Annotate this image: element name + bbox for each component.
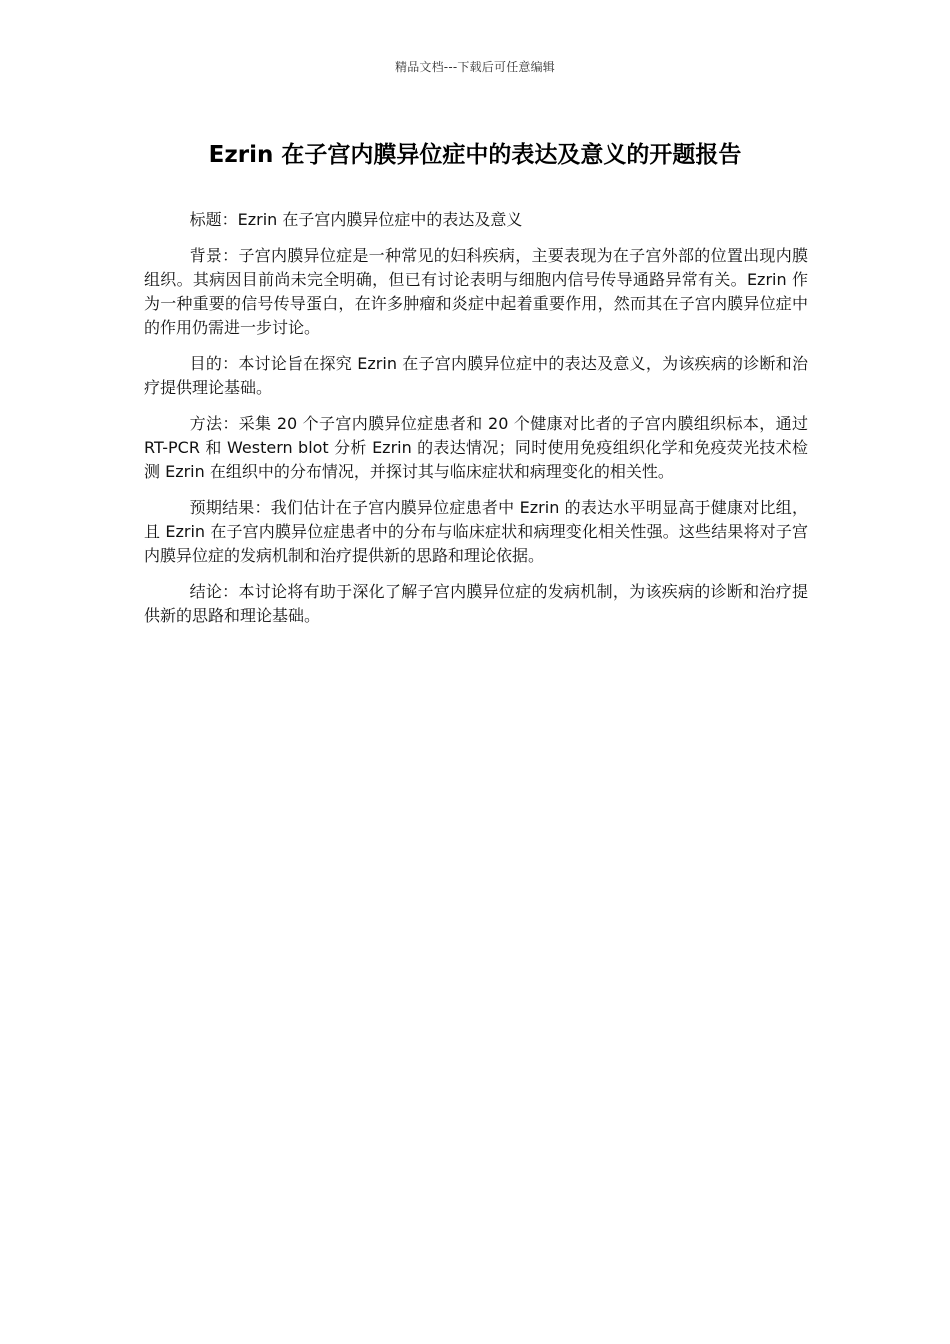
paragraph-label: 方法： <box>189 414 239 433</box>
page-header: 精品文档---下载后可任意编辑 <box>395 60 555 74</box>
paragraph-methods <box>144 412 808 484</box>
paragraph-expected-results <box>144 496 808 568</box>
paragraph-title <box>144 208 808 232</box>
paragraph-label: 标题： <box>189 210 238 229</box>
paragraph-label: 背景： <box>189 246 239 265</box>
paragraph-text: 本讨论将有助于深化了解子宫内膜异位症的发病机制，为该疾病的诊断和治疗提供新的思路和理论基础。 <box>144 582 808 625</box>
document-title: Ezrin 在子宫内膜异位症中的表达及意义的开题报告 <box>208 142 742 168</box>
document-body <box>144 208 808 640</box>
paragraph-text: 本讨论旨在探究 Ezrin 在子宫内膜异位症中的表达及意义，为该疾病的诊断和治疗提供理论基础。 <box>144 354 808 397</box>
paragraph-text: 子宫内膜异位症是一种常见的妇科疾病，主要表现为在子宫外部的位置出现内膜组织。其病因目前尚未完全明确，但已有讨论表明与细胞内信号传导通路异常有关。Ezrin 作为一种重要的信号传导蛋白，在许多肿瘤和炎症中起着重要作用，然而其在子宫内膜异位症中的作用仍需进一步讨论。 <box>144 246 808 337</box>
paragraph-text: 采集 20 个子宫内膜异位症患者和 20 个健康对比者的子宫内膜组织标本，通过 RT-PCR 和 Western blot 分析 Ezrin 的表达情况；同时使用免疫组织化学和免疫荧光技术检测 Ezrin 在组织中的分布情况，并探讨其与临床症状和病理变化的相关性。 <box>144 414 808 481</box>
paragraph-label: 预期结果： <box>189 498 271 517</box>
paragraph-purpose <box>144 352 808 400</box>
paragraph-text: Ezrin 在子宫内膜异位症中的表达及意义 <box>237 210 523 229</box>
paragraph-text: 我们估计在子宫内膜异位症患者中 Ezrin 的表达水平明显高于健康对比组，且 Ezrin 在子宫内膜异位症患者中的分布与临床症状和病理变化相关性强。这些结果将对子宫内膜异位症的发病机制和治疗提供新的思路和理论依据。 <box>144 498 808 565</box>
paragraph-label: 目的： <box>189 354 239 373</box>
paragraph-label: 结论： <box>189 582 239 601</box>
paragraph-background <box>144 244 808 340</box>
paragraph-conclusion <box>144 580 808 628</box>
